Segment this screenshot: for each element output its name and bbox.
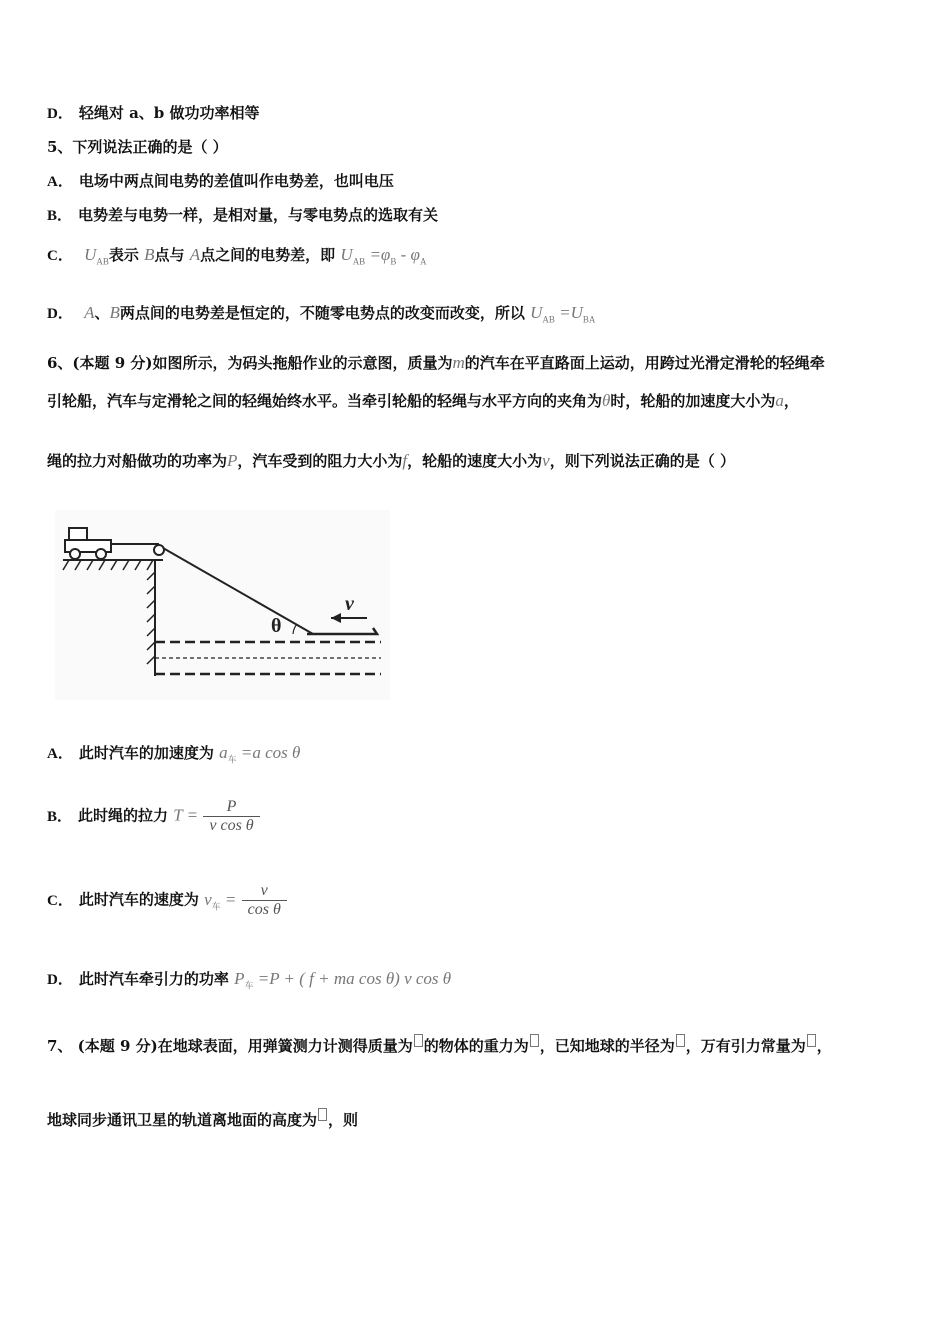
fraction-tension: $\frac{P}{\text{v cos θ}}$ xyxy=(203,798,259,835)
missing-glyph-icon xyxy=(676,1034,685,1047)
missing-glyph-icon xyxy=(807,1034,816,1047)
missing-glyph-icon xyxy=(530,1034,539,1047)
q7-stem-line-1: 7、 (本题 9 分)在地球表面，用弹簧测力计测得质量为 的物体的重力为 ，已知地球的半径为 ，万有引力常量为 ， xyxy=(47,1034,832,1056)
math-u-ab-formula: $U_{AB} =\varphi_B - \varphi_A$ xyxy=(340,245,427,267)
figure-background xyxy=(55,510,390,700)
q6-option-d: D． 此时汽车牵引力的功率 $P_车 =P$ + ( f + ma cos θ) v cos θ xyxy=(47,969,452,991)
missing-glyph-icon xyxy=(414,1034,423,1047)
option-label: A． xyxy=(47,746,73,762)
q7-stem-line-2: 地球同步通讯卫星的轨道离地面的高度为 ，则 xyxy=(47,1108,358,1130)
q6-stem-line-1: 6、(本题 9 分)如图所示，为码头拖船作业的示意图，质量为m的汽车在平直路面上运动，用跨过光滑定滑轮的轻绳牵 xyxy=(47,353,825,372)
velocity-label: v xyxy=(345,593,354,615)
q6-stem-line-2: 引轮船，汽车与定滑轮之间的轻绳始终水平。当牵引轮船的轻绳与水平方向的夹角为θ时，轮船的加速度大小为a， xyxy=(47,391,799,410)
option-label: B． xyxy=(47,208,73,224)
tugboat-diagram xyxy=(55,510,390,700)
option-label: D． xyxy=(47,106,73,122)
option-label: A． xyxy=(47,174,73,190)
q6-option-a: A． 此时汽车的加速度为 $a_车 =a$ cos θ xyxy=(47,743,301,765)
option-label: D． xyxy=(47,306,73,322)
option-text: 电场中两点间电势的差值叫作电势差，也叫电压 xyxy=(78,172,394,190)
option-text: 轻绳对 a、b 做功功率相等 xyxy=(78,104,260,122)
q5-option-b xyxy=(47,204,438,225)
q6-option-b: B． 此时绳的拉力 T = $\frac{P}{\text{v cos θ}}$ xyxy=(47,798,260,835)
theta-label: θ xyxy=(271,615,282,637)
fraction-car-velocity: $\frac{v}{\text{cos θ}}$ xyxy=(242,882,287,919)
math-p-car: $P_车 =P$ + ( f + ma cos θ) v cos θ xyxy=(234,969,452,991)
q5-stem: 5、下列说法正确的是（ ） xyxy=(47,138,228,156)
option-label: B． xyxy=(47,808,73,825)
q5-option-c: C． $U_{AB}$表示 B点与 A点之间的电势差，即 $U_{AB} =\varphi_B - \varphi_A$ xyxy=(47,245,427,267)
q6-option-c: C． 此时汽车的速度为 $v_车$ = $\frac{v}{\text{cos θ}}$ xyxy=(47,882,287,919)
q4-option-d xyxy=(47,102,260,123)
math-u-ab-eq-u-ba: $U_{AB} =U_{BA}$ xyxy=(530,303,596,325)
q6-stem-line-3: 绳的拉力对船做功的功率为P，汽车受到的阻力大小为f，轮船的速度大小为v，则下列说法正确的是（ ） xyxy=(47,451,735,470)
q5-option-d: D． A、B两点间的电势差是恒定的，不随零电势点的改变而改变，所以 $U_{AB} =U_{BA}$ xyxy=(47,303,596,325)
q5-option-a xyxy=(47,170,394,191)
math-a-car: $a_车 =a$ cos θ xyxy=(219,743,301,765)
option-label: D． xyxy=(47,972,73,988)
option-text: 电势差与电势一样，是相对量，与零电势点的选取有关 xyxy=(78,206,439,224)
math-u-ab: $U_{AB}$ xyxy=(84,245,109,267)
missing-glyph-icon xyxy=(318,1108,327,1121)
option-label: C． xyxy=(47,892,73,909)
option-label: C． xyxy=(47,248,73,264)
pulley xyxy=(154,545,164,555)
